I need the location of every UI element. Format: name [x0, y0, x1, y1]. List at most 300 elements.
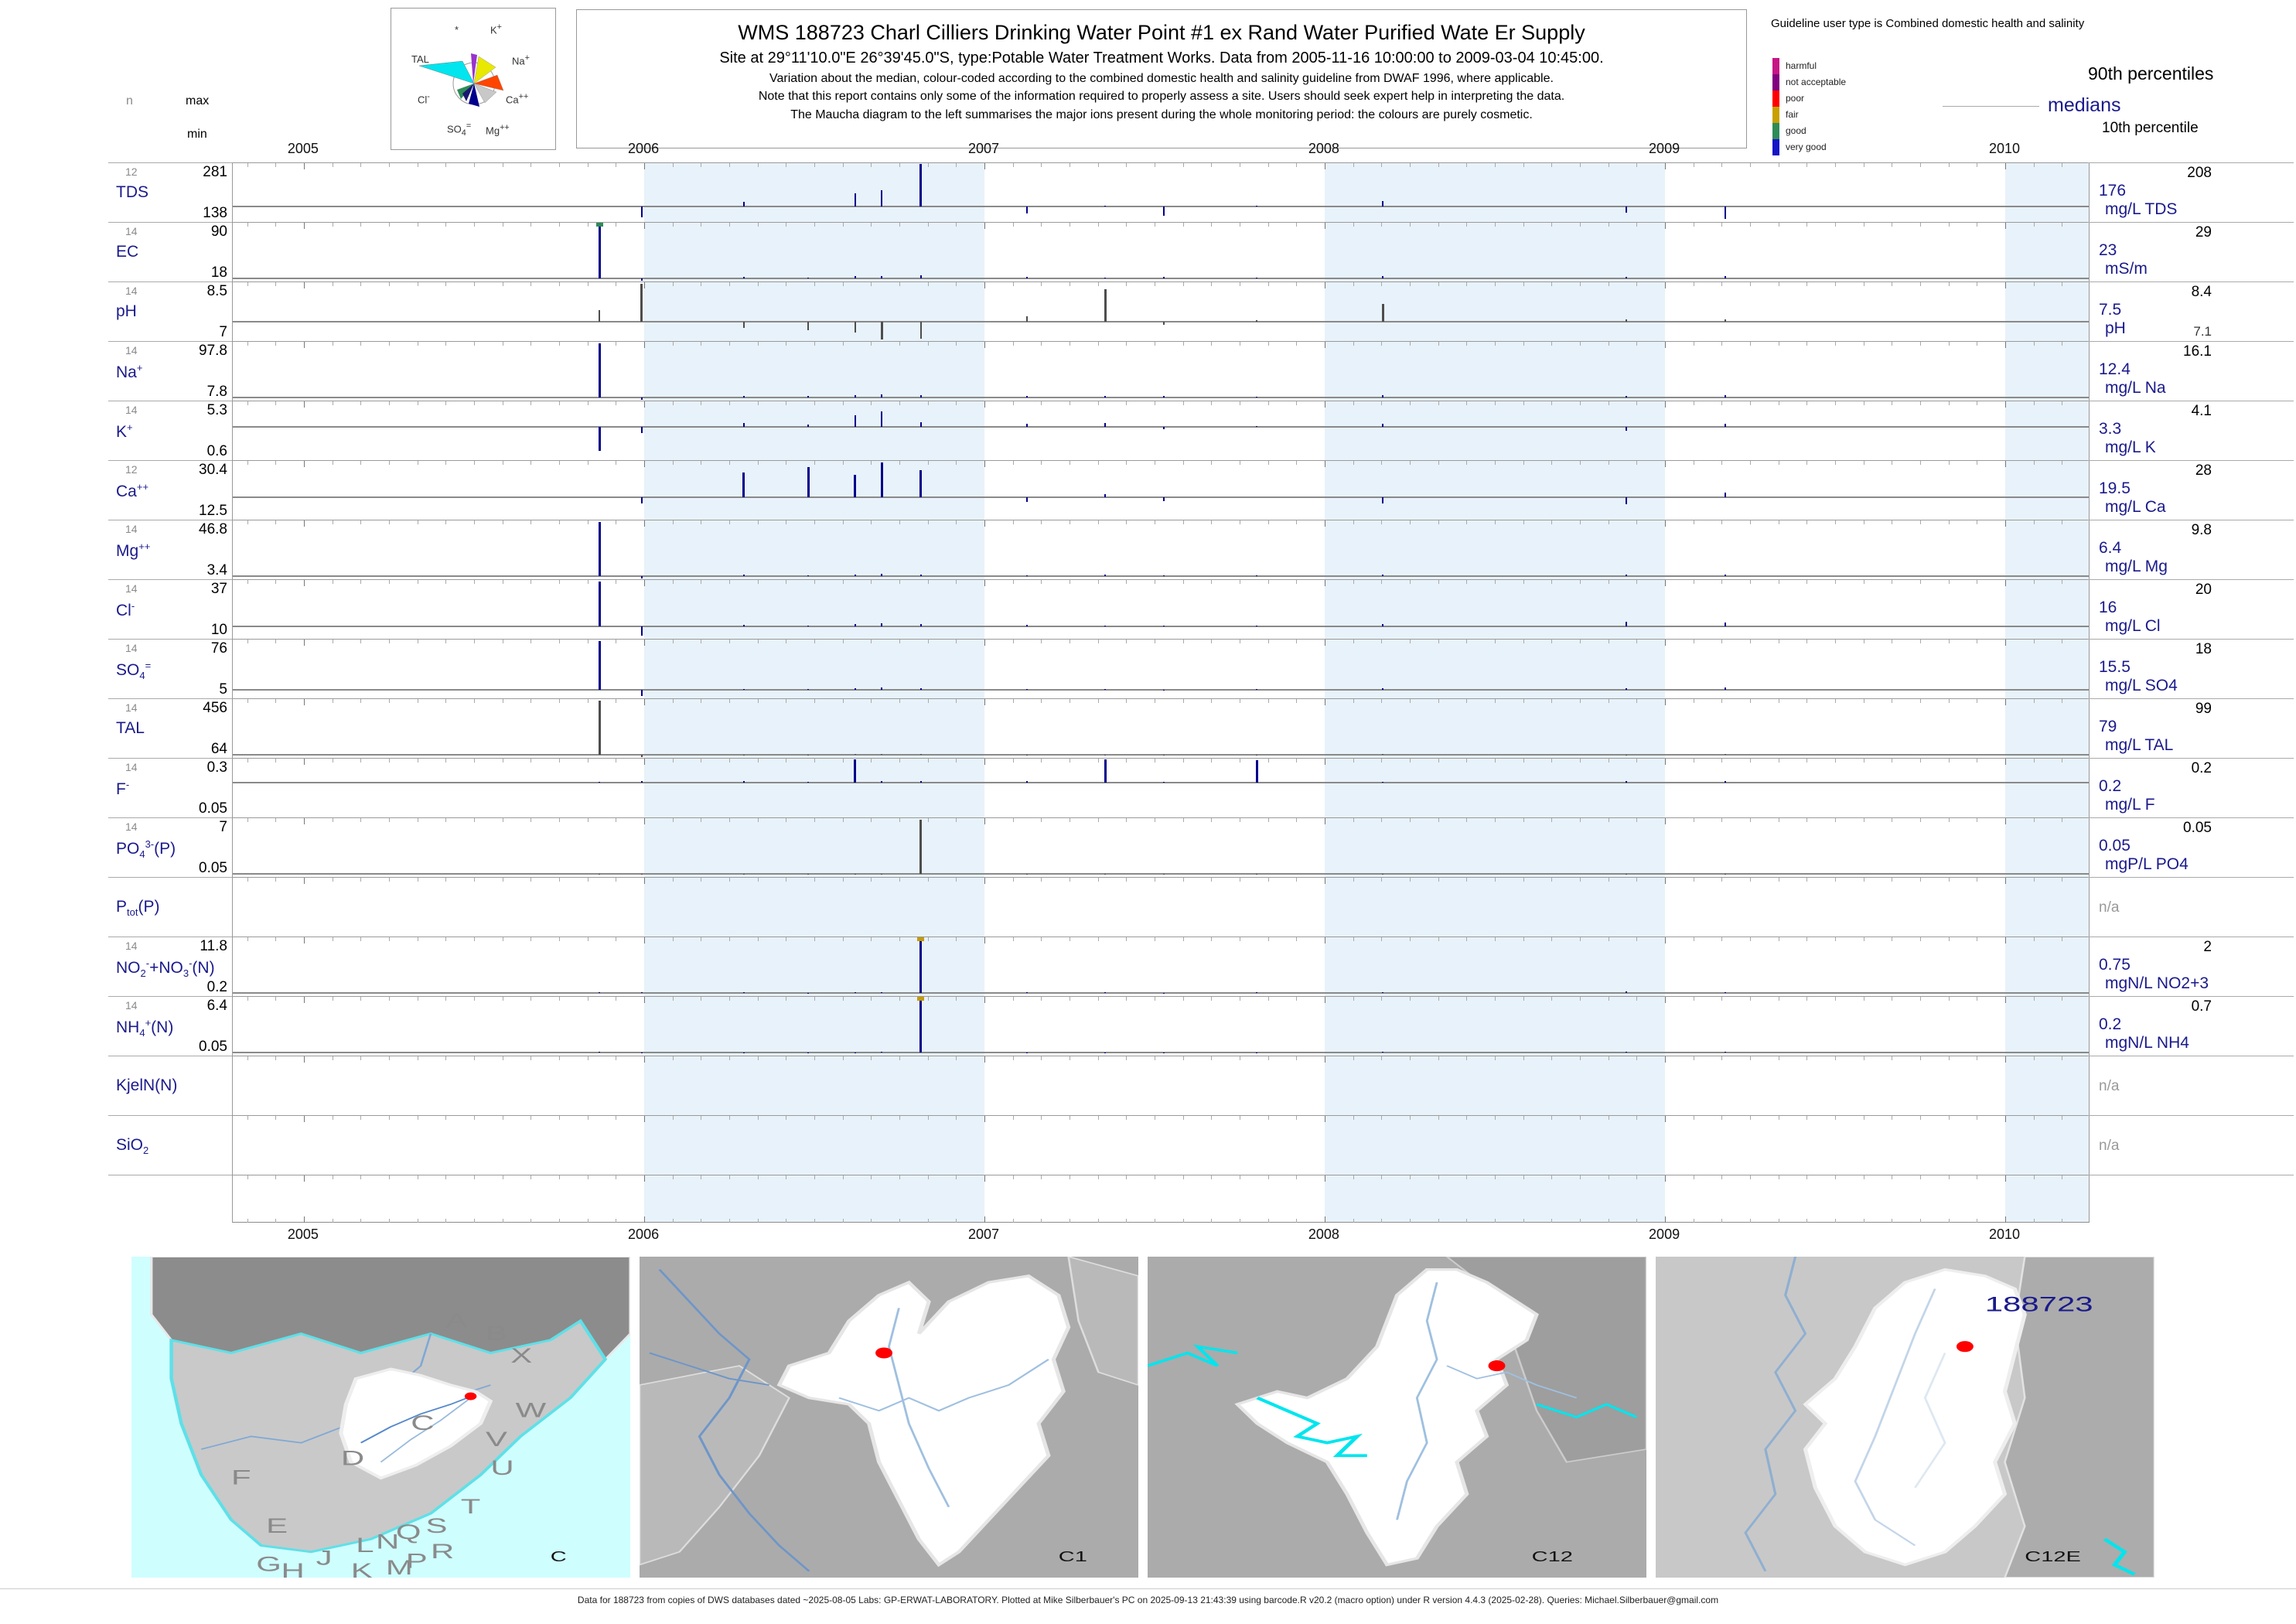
footer-provenance-text: Data for 188723 from copies of DWS databases dated ~2025-08-05 Labs: GP-ERWAT-LABORATORY. Plotted at Mike Silberbauer's PC on 2025-09-13 21:43:39 using barcode.R v20.2 (macro option) under R version 4.4.3 (2025-02-28). Queries: Michael.Silberbauer@gmail.com [577, 1595, 1719, 1605]
sample-bar [1026, 424, 1028, 427]
param-stats-ec [2088, 222, 2294, 282]
param-stats-tds [2088, 162, 2294, 223]
median-value: 19.5 [2099, 479, 2131, 497]
guideline-cap-fair [917, 997, 924, 1001]
sample-bars [233, 461, 2089, 520]
param-labels-so4 [108, 639, 232, 699]
sample-bars [233, 699, 2089, 759]
param-stats-so4 [2088, 639, 2294, 699]
guideline-cap-good [596, 223, 603, 227]
sample-bar [599, 522, 601, 576]
guideline-class-swatch [1772, 74, 1779, 90]
axis-key-n: n [126, 94, 133, 107]
sample-bar [1382, 276, 1383, 278]
sample-bar [1026, 992, 1028, 994]
param-name: SiO$_2$ [116, 1136, 149, 1157]
p90-value: 8.4 [2191, 284, 2212, 300]
guideline-class-swatch [1772, 90, 1779, 107]
year-label-top: 2007 [967, 141, 1000, 156]
sample-bar [1626, 497, 1627, 504]
median-value: 0.2 [2099, 1015, 2122, 1033]
p90-value: 99 [2195, 701, 2212, 717]
sample-bar [1626, 396, 1627, 397]
sample-bar [881, 1052, 882, 1053]
sample-bar [599, 782, 600, 783]
p90-value: 9.8 [2191, 522, 2212, 538]
drainage-region-letter-K: K [350, 1559, 373, 1578]
median-value: 23 [2099, 241, 2117, 259]
median-value: 15.5 [2099, 658, 2131, 676]
sample-bar [807, 874, 809, 875]
sample-bar [1382, 497, 1383, 503]
sample-bar [1626, 622, 1627, 626]
sample-bar [1626, 688, 1627, 690]
min-value: 64 [210, 741, 227, 757]
p90-value: 0.2 [2191, 760, 2212, 776]
p90-value: 4.1 [2191, 403, 2212, 419]
param-stats-na [2088, 341, 2294, 401]
sample-bar [1256, 426, 1257, 428]
param-stats-f [2088, 758, 2294, 818]
sample-bars [233, 282, 2089, 342]
min-value: 0.6 [206, 443, 227, 459]
sample-bar [1382, 782, 1383, 783]
sample-bar [1725, 276, 1726, 278]
sample-bar [1382, 424, 1383, 427]
sample-count: 14 [125, 344, 138, 357]
sample-count: 12 [125, 463, 138, 476]
p90-value: 208 [2187, 165, 2212, 181]
sample-bar [1104, 575, 1106, 576]
map-corner-label-C12E: C12E [2025, 1549, 2081, 1565]
guideline-class-swatch [1772, 123, 1779, 139]
guideline-class-swatch [1772, 107, 1779, 123]
sample-bar [743, 689, 745, 691]
sample-bar [1163, 690, 1165, 691]
param-row-nh4 [233, 996, 2089, 1056]
drainage-region-letter-J: J [316, 1546, 333, 1570]
param-row-mg [233, 520, 2089, 580]
stats-strip-end [2088, 1175, 2294, 1223]
drainage-region-letter-N: N [376, 1530, 400, 1554]
year-label-bottom: 2005 [287, 1227, 319, 1242]
sample-bar [881, 574, 882, 575]
station-number-label: 188723 [1984, 1292, 2093, 1316]
sample-bar [1256, 575, 1257, 576]
station-location-dot [465, 1393, 476, 1401]
sample-bar [1104, 992, 1106, 994]
median-value: 16 [2099, 599, 2117, 616]
sample-bar [641, 755, 643, 756]
station-location-dot [1957, 1341, 1974, 1352]
sample-bar [1026, 625, 1028, 626]
empty-strip [233, 1175, 2089, 1223]
maucha-ion-label: $SO_4^=$ [447, 121, 472, 138]
sample-bar [641, 690, 643, 696]
param-stats-cl [2088, 579, 2294, 640]
sample-bar [807, 575, 809, 576]
sample-bar [742, 473, 745, 497]
sample-bar [1725, 395, 1726, 397]
sample-bar [1382, 688, 1383, 690]
sample-bars [233, 937, 2089, 997]
guideline-cap-fair [917, 937, 924, 941]
sample-bars [233, 401, 2089, 461]
sample-bar [881, 754, 882, 756]
param-stats-kjeln [2088, 1056, 2294, 1116]
sample-bar [920, 422, 922, 427]
station-location-dot [1489, 1360, 1506, 1371]
sample-bar [1382, 874, 1383, 875]
sample-bar [743, 396, 745, 397]
sample-count: 14 [125, 761, 138, 773]
sample-bar [1163, 755, 1165, 756]
sample-bar [1626, 427, 1627, 431]
median-legend-label: medians [2048, 94, 2121, 116]
param-name: KjelN(N) [116, 1076, 178, 1094]
sample-bars [233, 818, 2089, 878]
sample-bar [641, 781, 643, 783]
sample-bar [919, 470, 922, 497]
param-row-kjeln [233, 1056, 2089, 1116]
p90-value: 20 [2195, 582, 2212, 598]
param-name: $NO_2^-+NO_3^-(N)$ [116, 957, 215, 980]
sample-bar [1163, 782, 1165, 783]
sample-bar [807, 782, 809, 783]
sample-bar [807, 626, 809, 627]
year-label-bottom: 2009 [1649, 1227, 1680, 1242]
param-row-tds [233, 162, 2089, 223]
p90-value: 0.7 [2191, 998, 2212, 1015]
max-value: 90 [210, 223, 227, 240]
p90-value: 0.05 [2183, 820, 2212, 836]
sample-count: 14 [125, 582, 138, 595]
sample-bar [641, 992, 643, 994]
sample-bar [1725, 754, 1726, 756]
param-row-po4 [233, 817, 2089, 878]
sample-bar [1163, 277, 1165, 278]
min-value: 0.2 [206, 979, 227, 995]
title-block [576, 9, 1747, 148]
maucha-ion-label: Na+ [512, 53, 530, 67]
param-name: pH [116, 302, 137, 320]
p10-legend-label: 10th percentile [2102, 120, 2199, 136]
sample-count: 14 [125, 642, 138, 654]
sample-bar [1725, 687, 1726, 690]
sample-bars [233, 163, 2089, 223]
station-location-dot [875, 1347, 892, 1358]
p10-value: 7.1 [2193, 324, 2212, 339]
sample-bar [920, 781, 922, 783]
param-name: $NH_4^+(N)$ [116, 1017, 174, 1039]
sample-bar [1104, 759, 1107, 783]
sample-bar [1256, 206, 1257, 207]
guideline-class-label: poor [1786, 93, 1805, 104]
sample-bar [855, 415, 856, 427]
sample-bar [599, 427, 601, 451]
min-value: 0.05 [199, 860, 227, 876]
sample-bar [743, 202, 745, 206]
sample-bar [854, 759, 856, 783]
max-value: 97.8 [199, 343, 227, 359]
year-label-bottom: 2007 [967, 1227, 1000, 1242]
map-corner-label-C: C [550, 1549, 567, 1565]
sample-bar [1626, 991, 1627, 993]
maucha-ion-label: K+ [490, 22, 502, 36]
sample-bars [233, 223, 2089, 282]
param-labels-ec [108, 222, 232, 282]
maucha-ion-label: Ca++ [506, 92, 529, 106]
min-value: 18 [210, 264, 227, 281]
param-name: $SO_4^=$ [116, 660, 152, 682]
sample-bar [1256, 992, 1257, 994]
axis-key-min: min [187, 128, 207, 141]
sample-bar [1256, 626, 1257, 627]
param-labels-sio2 [108, 1115, 232, 1175]
min-value: 12.5 [199, 503, 227, 519]
sample-bar [855, 754, 856, 756]
median-value: 3.3 [2099, 420, 2122, 438]
sample-bar [1026, 781, 1028, 783]
sample-bars [233, 520, 2089, 580]
max-value: 8.5 [206, 283, 227, 299]
drainage-region-letter-W: W [515, 1398, 547, 1422]
sample-bar [807, 396, 809, 397]
sample-count: 14 [125, 523, 138, 535]
maucha-ion-label: * [455, 24, 459, 36]
param-labels-tal [108, 698, 232, 759]
sample-bar [641, 497, 643, 503]
stat-na: n/a [2099, 1078, 2120, 1094]
sample-bar [1026, 874, 1028, 875]
sample-bar [1256, 760, 1258, 783]
label-strip-end [108, 1175, 232, 1223]
param-labels-k [108, 401, 232, 461]
drainage-region-letter-U: U [490, 1456, 514, 1480]
map-panel-drainage-region-C [131, 1257, 630, 1578]
sample-bar [1725, 424, 1726, 427]
param-row-ec [233, 222, 2089, 282]
min-value: 3.4 [206, 562, 227, 578]
median-legend-line [1943, 106, 2039, 107]
sample-bar [920, 688, 922, 690]
sample-bar [1256, 689, 1257, 691]
sample-bar [640, 284, 643, 322]
min-value: 0.05 [199, 1039, 227, 1055]
param-name: Cl- [116, 600, 135, 619]
sample-bar [881, 623, 882, 626]
sample-bar [641, 397, 643, 400]
maucha-diagram [391, 9, 555, 149]
map-panel-catchment-C12E [1656, 1257, 2154, 1578]
max-value: 6.4 [206, 998, 227, 1014]
sample-bar [855, 688, 856, 690]
guideline-class-swatch [1772, 139, 1779, 155]
year-label-bottom: 2006 [628, 1227, 660, 1242]
sample-bar [1725, 874, 1726, 875]
drainage-region-letter-A: A [445, 1308, 468, 1332]
param-row-ph [233, 281, 2089, 342]
sample-bar [1104, 494, 1106, 497]
sample-bar [855, 575, 856, 576]
sample-bar [1163, 497, 1165, 501]
param-labels-kjeln [108, 1056, 232, 1116]
median-value: 0.05 [2099, 837, 2131, 855]
param-name: $PO_4^{3-}(P)$ [116, 838, 176, 861]
max-value: 30.4 [199, 462, 227, 478]
param-labels-na [108, 341, 232, 401]
param-name: EC [116, 243, 139, 261]
sample-bar [743, 874, 745, 875]
max-value: 7 [219, 819, 227, 835]
sample-count: 14 [125, 701, 138, 714]
guideline-user-type: Guideline user type is Combined domestic health and salinity [1771, 17, 2085, 30]
sample-bar [1725, 493, 1726, 497]
unit-label: mg/L K [2105, 438, 2156, 456]
sample-bar [1104, 874, 1106, 875]
unit-label: mgP/L PO4 [2105, 855, 2189, 873]
map-panel-catchment-C12 [1148, 1257, 1646, 1578]
param-stats-po4 [2088, 817, 2294, 878]
year-label-top: 2008 [1308, 141, 1339, 156]
sample-bar [1104, 423, 1106, 427]
sample-bar [854, 475, 856, 497]
drainage-region-letter-C: C [411, 1411, 435, 1435]
sample-bar [855, 992, 856, 994]
param-name: Ca++ [116, 481, 149, 500]
param-labels-tds [108, 162, 232, 223]
median-value: 6.4 [2099, 539, 2122, 557]
param-name: Na+ [116, 362, 143, 381]
sample-bar [1163, 626, 1165, 627]
sample-bar [919, 939, 922, 993]
sample-bar [1026, 277, 1028, 278]
sample-bar [920, 322, 922, 339]
param-row-na [233, 341, 2089, 401]
max-value: 76 [210, 640, 227, 657]
median-value: 0.75 [2099, 956, 2131, 974]
min-value: 7 [219, 324, 227, 340]
sample-bar [1725, 623, 1726, 626]
sample-bar [1382, 624, 1383, 626]
sample-bar [1626, 575, 1627, 576]
param-labels-nh4 [108, 996, 232, 1056]
max-value: 0.3 [206, 759, 227, 776]
sample-bar [641, 206, 643, 217]
sample-bar [1026, 396, 1028, 397]
sample-bar [807, 425, 809, 427]
sample-bar [855, 322, 856, 333]
sample-bar [599, 310, 600, 322]
p90-value: 2 [2203, 939, 2212, 955]
param-row-f [233, 758, 2089, 818]
sample-bar [1725, 206, 1726, 218]
sample-bar [881, 411, 882, 427]
sample-bar [881, 992, 882, 994]
sample-bar [1626, 277, 1627, 278]
min-value: 10 [210, 622, 227, 638]
sample-bar [1725, 781, 1726, 783]
drainage-region-letter-P: P [405, 1549, 428, 1573]
site-subtitle: Site at 29°11'10.0"E 26°39'45.0"S, type:Potable Water Treatment Works. Data from 2005-11-16 10:00:00 to 2009-03-04 10:45:00. [719, 49, 1604, 67]
sample-bar [919, 164, 922, 206]
sample-bar [1026, 316, 1028, 322]
sample-bar [1382, 304, 1384, 322]
drainage-region-letter-L: L [356, 1534, 374, 1557]
p90-value: 18 [2195, 641, 2212, 657]
max-value: 5.3 [206, 402, 227, 418]
sample-bar [743, 575, 745, 576]
unit-label: mg/L TDS [2105, 200, 2178, 218]
max-value: 46.8 [199, 521, 227, 537]
sample-bar [807, 755, 809, 756]
sample-bars [233, 997, 2089, 1056]
unit-label: mg/L SO4 [2105, 677, 2178, 694]
sample-bar [881, 781, 882, 783]
sample-bar [743, 755, 745, 756]
sample-bar [641, 626, 643, 636]
sample-bar [920, 575, 922, 576]
drainage-region-letter-T: T [460, 1495, 481, 1519]
sample-bar [641, 427, 643, 433]
max-value: 281 [203, 164, 227, 180]
maucha-ion-label: TAL [411, 53, 429, 65]
drainage-region-letter-V: V [485, 1428, 507, 1451]
min-value: 5 [219, 681, 227, 698]
min-value: 7.8 [206, 384, 227, 400]
param-name: $P_{tot}(P)$ [116, 898, 160, 919]
sample-bars [233, 580, 2089, 640]
sample-bar [743, 781, 745, 783]
param-labels-cl [108, 579, 232, 640]
median-value: 7.5 [2099, 301, 2122, 319]
sample-bar [1725, 575, 1726, 576]
sample-bar [855, 395, 856, 397]
year-label-bottom: 2008 [1308, 1227, 1339, 1242]
sample-bar [599, 224, 601, 278]
sample-bar [920, 754, 922, 756]
sample-count: 14 [125, 940, 138, 952]
sample-bar [855, 624, 856, 626]
sample-bar [1104, 206, 1106, 207]
sample-bar [1626, 1052, 1627, 1053]
median-value: 12.4 [2099, 360, 2131, 378]
report-title: WMS 188723 Charl Cilliers Drinking Water Point #1 ex Rand Water Purified Wate Er Supply [738, 21, 1585, 44]
sample-bar [743, 277, 745, 278]
drainage-region-letter-S: S [425, 1514, 448, 1538]
sample-bar [599, 992, 600, 994]
stat-na: n/a [2099, 899, 2120, 916]
sample-bar [599, 582, 601, 627]
sample-bar [1104, 396, 1106, 397]
stat-na: n/a [2099, 1138, 2120, 1154]
sample-bar [599, 1052, 600, 1053]
note-line-1: Variation about the median, colour-coded according to the combined domestic health and salinity guideline from DWAF 1996, where applicable. [769, 72, 1554, 85]
param-stats-tal [2088, 698, 2294, 759]
param-labels-ca [108, 460, 232, 520]
axis-key-max: max [186, 94, 210, 107]
sample-bar [1026, 689, 1028, 691]
param-row-cl [233, 579, 2089, 640]
guideline-class-label: harmful [1786, 60, 1817, 71]
sample-bar [1104, 755, 1106, 756]
param-stats-k [2088, 401, 2294, 461]
param-row-sio2 [233, 1115, 2089, 1175]
year-label-bottom: 2010 [1988, 1227, 2021, 1242]
sample-bars [233, 759, 2089, 818]
guideline-class-label: very good [1786, 142, 1827, 152]
sample-bar [881, 687, 882, 690]
